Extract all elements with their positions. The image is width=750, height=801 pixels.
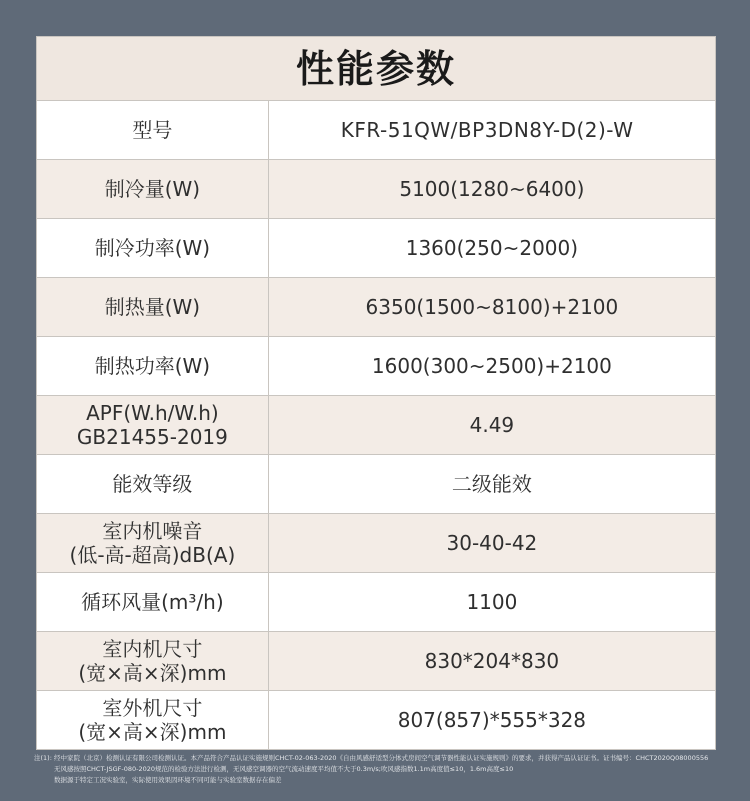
row-value: 5100(1280~6400) xyxy=(268,160,715,219)
table-title: 性能参数 xyxy=(37,37,716,101)
label-line: 制热功率(W) xyxy=(94,354,211,378)
title-row xyxy=(37,37,716,101)
row-label xyxy=(37,514,269,573)
table-row xyxy=(37,396,716,455)
table-row xyxy=(37,691,716,750)
label-line: GB21455-2019 xyxy=(76,425,228,449)
label-line: (宽×高×深)mm xyxy=(78,720,227,744)
row-value: 4.49 xyxy=(268,396,715,455)
label-line: APF(W.h/W.h) xyxy=(86,401,219,425)
table-row xyxy=(37,101,716,160)
label-line: 室外机尺寸 xyxy=(102,696,203,720)
label-line: 制冷量(W) xyxy=(104,177,201,201)
row-value: 1600(300~2500)+2100 xyxy=(268,337,715,396)
label-line: 制热量(W) xyxy=(104,295,201,319)
table-row xyxy=(37,160,716,219)
row-label xyxy=(37,219,269,278)
row-value: 1100 xyxy=(268,573,715,632)
row-label xyxy=(37,691,269,750)
row-value: 807(857)*555*328 xyxy=(268,691,715,750)
table-row xyxy=(37,573,716,632)
label-line: 能效等级 xyxy=(112,472,193,496)
table-row xyxy=(37,337,716,396)
footnote-line: 数据源于特定工况实验室，实际使用效果因环境不同可能与实验室数据存在偏差 xyxy=(54,776,282,784)
table-row xyxy=(37,455,716,514)
row-label xyxy=(37,455,269,514)
row-label xyxy=(37,101,269,160)
row-value: 二级能效 xyxy=(268,455,715,514)
row-value: 1360(250~2000) xyxy=(268,219,715,278)
row-label xyxy=(37,337,269,396)
footnote-line: 注(1): 经中家院（北京）检测认证有限公司检测认证。本产品符合产品认证实施规则CHCT-02-063-2020《自由风感舒适型分体式房间空气调节器性能认证实施规则》的要求，并获得产品认证证书。证书编号：CHCT2020Q08000556 xyxy=(34,754,709,762)
row-label xyxy=(37,278,269,337)
row-label xyxy=(37,396,269,455)
row-label xyxy=(37,632,269,691)
table-row xyxy=(37,632,716,691)
label-line: 制冷功率(W) xyxy=(94,236,211,260)
table-row xyxy=(37,219,716,278)
table-row xyxy=(37,278,716,337)
row-value: 6350(1500~8100)+2100 xyxy=(268,278,715,337)
table-row xyxy=(37,514,716,573)
row-value: KFR-51QW/BP3DN8Y-D(2)-W xyxy=(268,101,715,160)
label-line: 循环风量(m³/h) xyxy=(81,590,224,614)
footnote xyxy=(34,753,734,786)
row-label xyxy=(37,160,269,219)
label-line: 室内机噪音 xyxy=(102,519,203,543)
label-line: 型号 xyxy=(132,118,173,142)
row-value: 830*204*830 xyxy=(268,632,715,691)
label-line: 室内机尺寸 xyxy=(102,637,203,661)
spec-table xyxy=(36,36,716,750)
label-line: (宽×高×深)mm xyxy=(78,661,227,685)
label-line: (低-高-超高)dB(A) xyxy=(69,543,236,567)
row-value: 30-40-42 xyxy=(268,514,715,573)
row-label xyxy=(37,573,269,632)
footnote-line: 无风感按照CHCT-JSGF-080-2020规范的检验方法进行检测，无风感空调器的空气流动速度平均值不大于0.3m/s;吹风感指数1.1m高度值≤10，1.6m高度≤10 xyxy=(54,765,514,773)
